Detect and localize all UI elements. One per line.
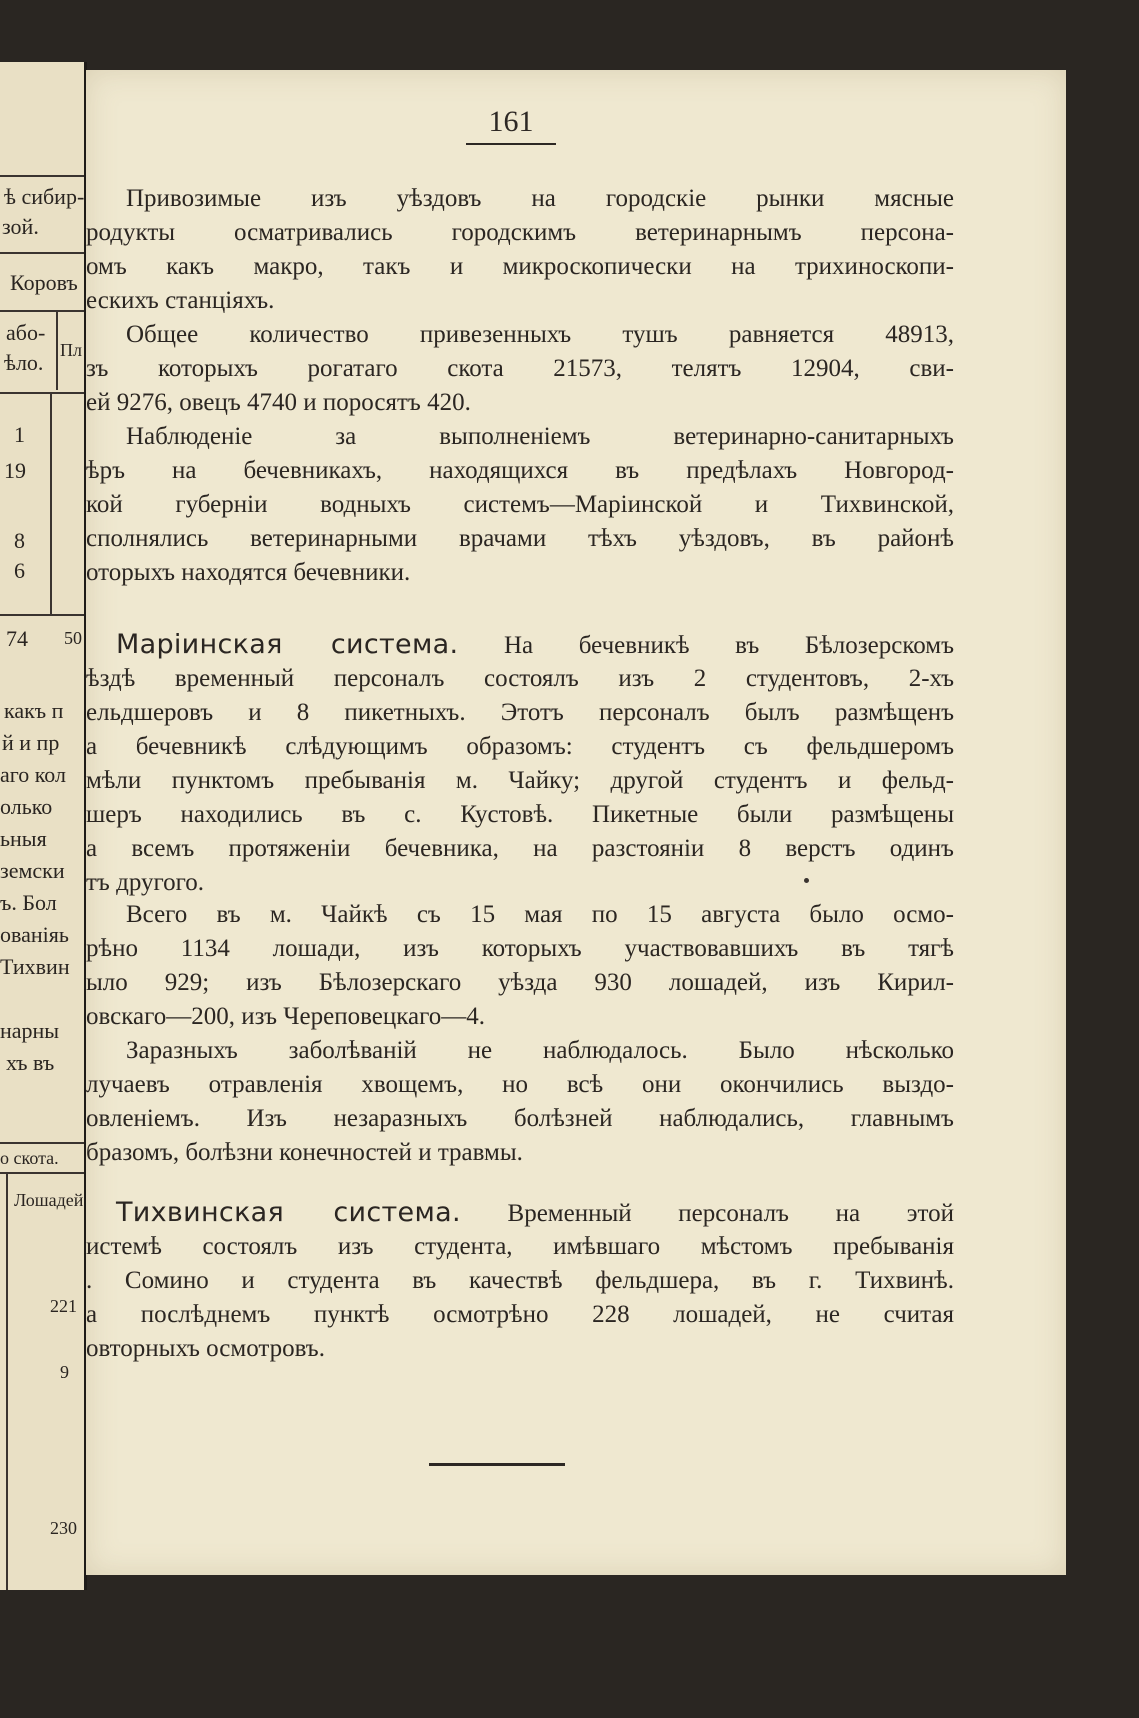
text-line: бразомъ, болѣзни конечностей и травмы.	[86, 1139, 523, 1166]
text-line	[86, 628, 954, 662]
left-page-text: 9	[60, 1362, 69, 1382]
text-line: лучаевъ отравленія хвощемъ, но всѣ они окончились выздо-	[86, 1071, 954, 1098]
text-line: Всего въ м. Чайкѣ съ 15 мая по 15 августа было осмо-	[126, 901, 954, 928]
text-line: ей 9276, овецъ 4740 и поросятъ 420.	[86, 389, 471, 416]
paragraph	[86, 318, 954, 420]
left-page-text: хъ въ	[6, 1050, 55, 1075]
left-page-text: Тихвин	[0, 954, 70, 979]
paragraph	[86, 182, 954, 318]
table-rule	[0, 310, 84, 312]
left-page-text: какъ п	[4, 698, 64, 723]
previous-page-strip	[0, 62, 87, 1590]
paragraph	[86, 898, 954, 1034]
section-heading: Тихвинская система.	[116, 1197, 461, 1228]
table-rule	[6, 1172, 8, 1590]
table-rule	[0, 1142, 84, 1144]
table-rule	[0, 175, 84, 177]
text-line: мѣли пунктомъ пребыванія м. Чайку; другой студентъ и фельд-	[86, 767, 954, 794]
left-page-text: 74	[6, 626, 28, 651]
table-rule	[0, 614, 84, 616]
left-page-text: нарны	[0, 1018, 60, 1043]
text-line: омъ какъ макро, такъ и микроскопически на трихиноскопи-	[86, 253, 954, 280]
table-rule	[50, 392, 52, 614]
table-rule	[56, 310, 58, 390]
table-rule	[0, 1172, 84, 1174]
left-page-text: 50	[64, 628, 82, 648]
left-page-text: 6	[14, 558, 25, 583]
page-number: 161	[488, 105, 534, 138]
left-page-text: Коровъ	[10, 270, 78, 295]
text-line: ельдшеровъ и 8 пикетныхъ. Этотъ персоналъ былъ размѣщенъ	[86, 699, 954, 726]
left-page-text: олько	[0, 794, 53, 819]
book-page	[86, 70, 1066, 1575]
paragraph	[86, 1034, 954, 1170]
text-line: родукты осматривались городскимъ ветеринарнымъ персона-	[86, 219, 954, 246]
text-line: Привозимые изъ уѣздовъ на городскіе рынки мясные	[126, 185, 954, 212]
text-line: . Сомино и студента въ качествѣ фельдшера, въ г. Тихвинѣ.	[86, 1267, 954, 1294]
left-page-text: земски	[0, 858, 65, 883]
left-page-text: ъ. Бол	[0, 890, 57, 915]
table-rule	[0, 392, 84, 394]
text-line: а всемъ протяженіи бечевника, на разстояніи 8 верстъ одинъ	[86, 835, 954, 862]
left-page-text: ѣ сибир-	[4, 184, 85, 209]
left-page-text: або-	[6, 320, 46, 345]
paragraph	[86, 420, 954, 590]
text-line: ескихъ станціяхъ.	[86, 287, 275, 314]
text-line	[86, 1196, 954, 1230]
text-line: а послѣднемъ пунктѣ осмотрѣно 228 лошадей, не считая	[86, 1301, 954, 1328]
text-line: Временный персоналъ на этой	[507, 1200, 954, 1227]
text-line: Наблюденіе за выполненіемъ ветеринарно-санитарныхъ	[126, 423, 954, 450]
left-page-text: 230	[50, 1518, 77, 1538]
table-rule	[0, 252, 84, 254]
end-rule	[429, 1463, 565, 1466]
text-line: рѣно 1134 лошади, изъ которыхъ участвовавшихъ въ тягѣ	[86, 935, 954, 962]
left-page-text: 19	[4, 458, 26, 483]
left-page-text: ѣло.	[4, 350, 44, 375]
text-line: Общее количество привезенныхъ тушъ равняется 48913,	[126, 321, 954, 348]
text-line: овскаго—200, изъ Череповецкаго—4.	[86, 1003, 485, 1030]
text-line: Заразныхъ заболѣваній не наблюдалось. Было нѣсколько	[126, 1037, 954, 1064]
text-line: На бечевникѣ въ Бѣлозерскомъ	[503, 632, 954, 659]
page-number-underline	[466, 143, 556, 145]
section-tikhvinskaya	[86, 1196, 954, 1366]
text-line: шеръ находились въ с. Кустовѣ. Пикетные были размѣщены	[86, 801, 954, 828]
text-line: ѣздѣ временный персоналъ состоялъ изъ 2 студентовъ, 2-хъ	[86, 665, 954, 692]
left-page-text: й и пр	[2, 730, 60, 755]
section-marinskaya	[86, 628, 954, 900]
left-page-text: зой.	[2, 214, 39, 239]
left-page-text: Пл	[60, 340, 82, 360]
text-line: ыло 929; изъ Бѣлозерскаго уѣзда 930 лошадей, изъ Кирил-	[86, 969, 954, 996]
left-page-text: аго кол	[0, 762, 66, 787]
left-page-text: ьныя	[0, 826, 47, 851]
left-page-text: 221	[50, 1296, 77, 1316]
left-page-text: ованіяь	[0, 922, 69, 947]
left-page-text: о скота.	[0, 1148, 59, 1168]
text-line: а бечевникѣ слѣдующимъ образомъ: студентъ съ фельдшеромъ	[86, 733, 954, 760]
section-heading: Маріинская система.	[116, 629, 459, 660]
text-line: зъ которыхъ рогатаго скота 21573, телятъ 12904, сви-	[86, 355, 954, 382]
text-line: сполнялись ветеринарными врачами тѣхъ уѣздовъ, въ районѣ	[86, 525, 954, 552]
text-line: тъ другого.	[86, 869, 205, 896]
ink-speck	[804, 878, 809, 883]
text-line: ѣръ на бечевникахъ, находящихся въ предѣлахъ Новгород-	[86, 457, 954, 484]
text-line: овленіемъ. Изъ незаразныхъ болѣзней наблюдались, главнымъ	[86, 1105, 954, 1132]
left-page-text: 1	[14, 422, 25, 447]
left-page-text: 8	[14, 528, 25, 553]
text-line: кой губерніи водныхъ системъ—Маріинской и Тихвинской,	[86, 491, 954, 518]
text-line: овторныхъ осмотровъ.	[86, 1335, 325, 1362]
text-line: истемѣ состоялъ изъ студента, имѣвшаго мѣстомъ пребыванія	[86, 1233, 954, 1260]
text-line: оторыхъ находятся бечевники.	[86, 559, 411, 586]
left-page-text: Лошадей	[14, 1190, 84, 1210]
